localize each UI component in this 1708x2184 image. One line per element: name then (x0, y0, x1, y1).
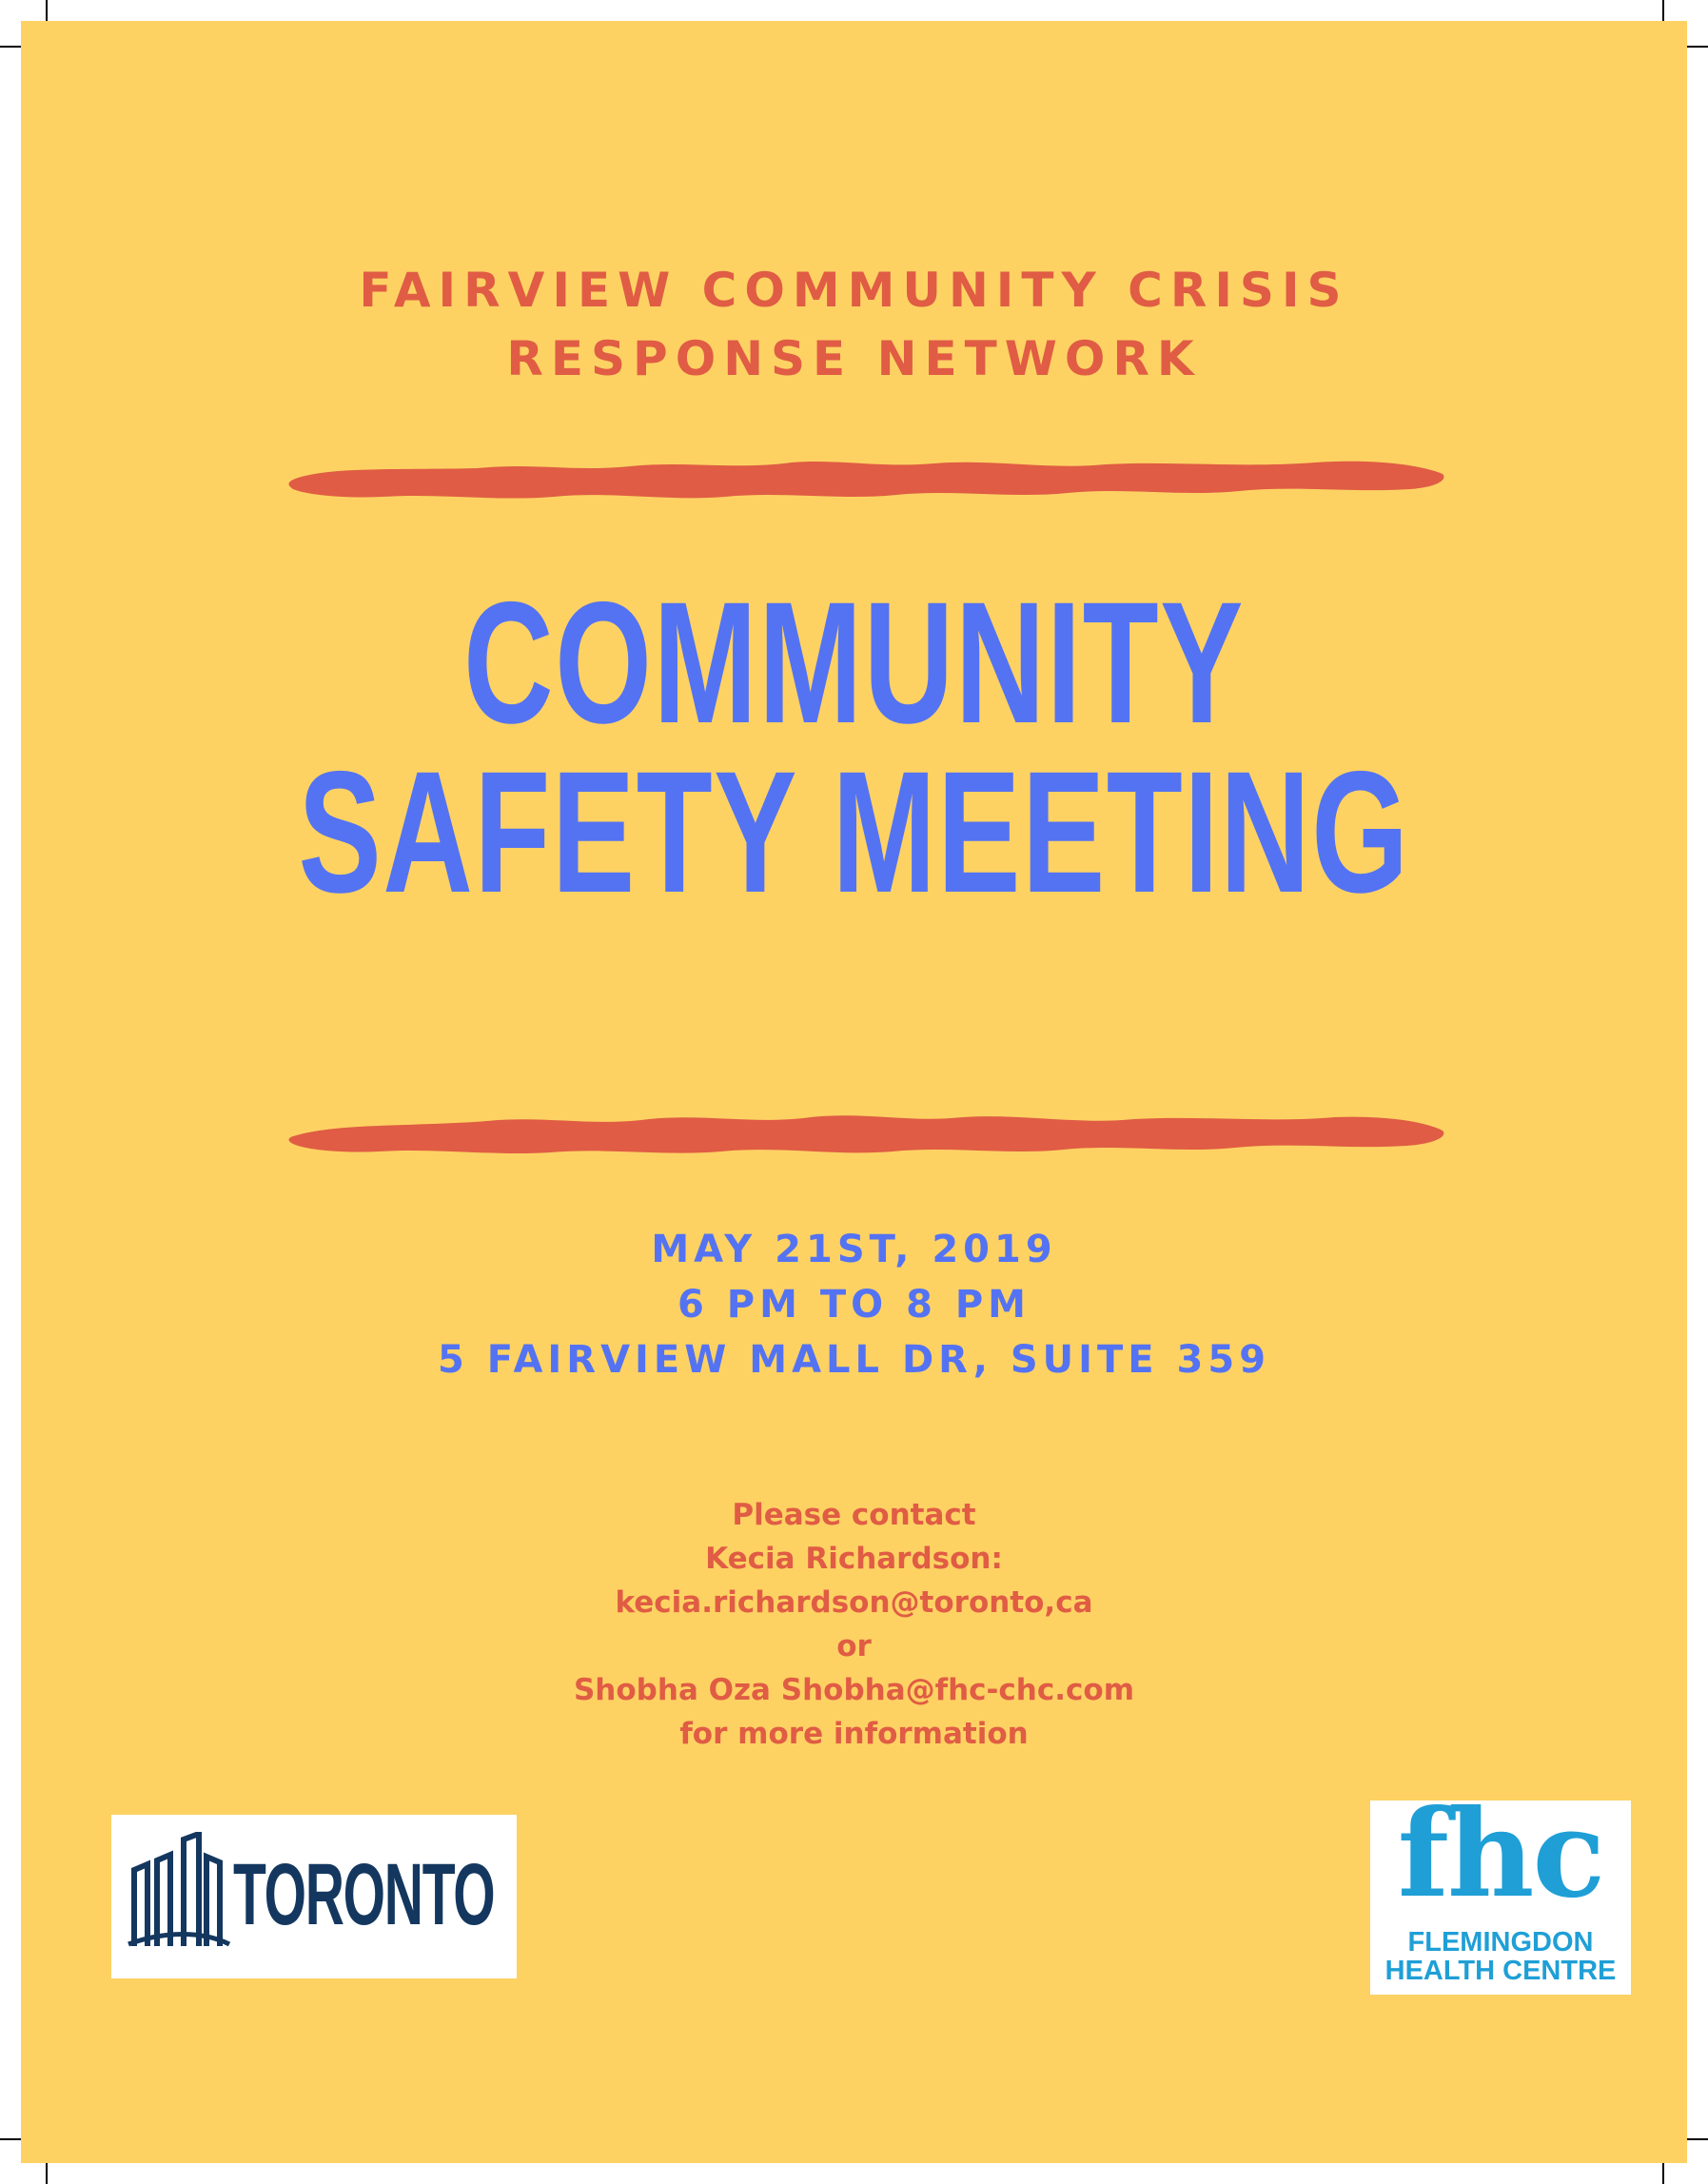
meeting-title (254, 565, 1454, 929)
crop-mark (0, 2138, 21, 2140)
contact-line-6: for more information (679, 1717, 1029, 1751)
crop-mark (46, 2163, 48, 2184)
title-line-1: COMMUNITY (463, 565, 1245, 759)
organization-name (21, 256, 1687, 393)
city-hall-icon (127, 1832, 231, 1956)
bottom-brush-stroke (287, 1104, 1448, 1161)
meeting-date: MAY 21ST, 2019 (651, 1228, 1057, 1271)
organization-line-1: FAIRVIEW COMMUNITY CRISIS (359, 263, 1349, 318)
fhc-logo (1370, 1800, 1631, 1995)
contact-line-2: Kecia Richardson: (705, 1542, 1003, 1576)
top-brush-stroke (287, 449, 1448, 506)
fhc-name-line-2: HEALTH CENTRE (1384, 1956, 1617, 1986)
crop-mark (1662, 2163, 1664, 2184)
contact-line-1: Please contact (732, 1498, 976, 1532)
meeting-time: 6 PM TO 8 PM (677, 1283, 1031, 1327)
crop-mark (1662, 0, 1664, 21)
organization-line-2: RESPONSE NETWORK (506, 331, 1202, 386)
contact-info (21, 1493, 1687, 1756)
crop-mark (1687, 2138, 1708, 2140)
contact-line-or: or (836, 1629, 872, 1663)
poster (21, 21, 1687, 2163)
contact-email-shobha: Shobha Oza Shobha@fhc-chc.com (573, 1673, 1134, 1707)
crop-mark (1687, 46, 1708, 48)
meeting-details (21, 1222, 1687, 1387)
crop-mark (0, 46, 21, 48)
fhc-name-line-1: FLEMINGDON (1407, 1927, 1594, 1958)
contact-email-kecia: kecia.richardson@toronto,ca (615, 1585, 1093, 1620)
fhc-mark: fhc (1397, 1800, 1604, 1924)
toronto-wordmark: TORONTO (233, 1846, 495, 1943)
crop-mark (46, 0, 48, 21)
title-line-2: SAFETY MEETING (298, 735, 1410, 929)
meeting-location: 5 FAIRVIEW MALL DR, SUITE 359 (437, 1338, 1271, 1382)
toronto-logo (111, 1815, 517, 1978)
